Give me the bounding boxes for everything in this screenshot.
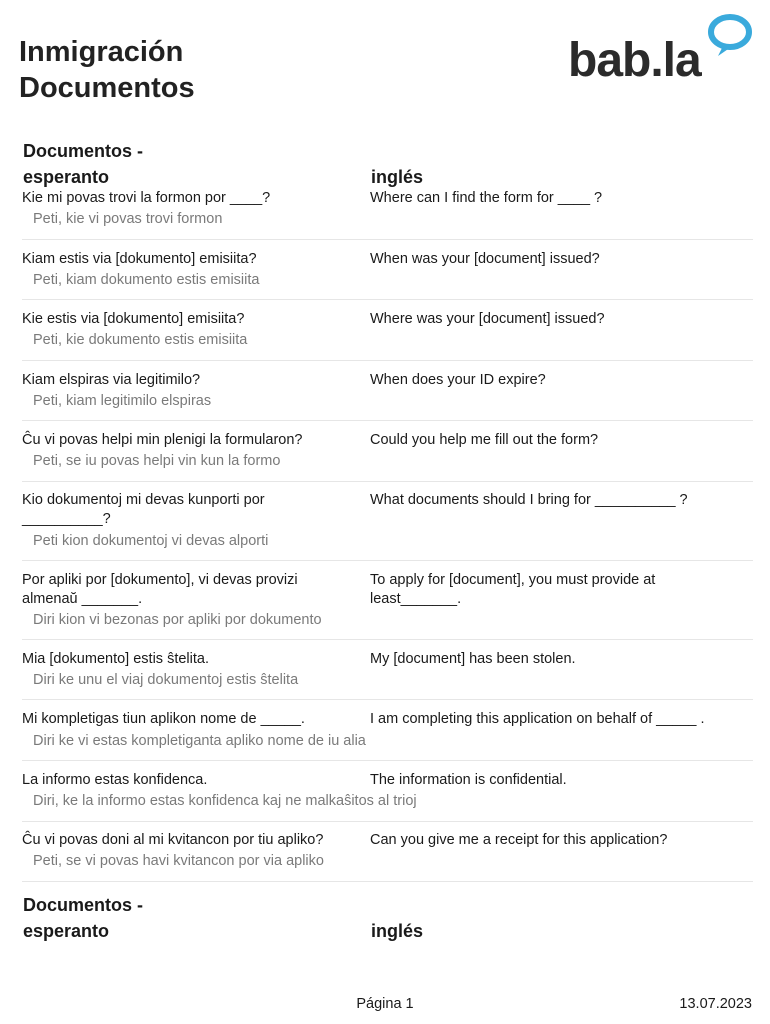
phrase-row [22, 371, 753, 421]
phrase-row [22, 650, 753, 700]
phrase-source: Kie mi povas trovi la formon por ____? [22, 190, 271, 206]
phrase-source: Kiam elspiras via legitimilo? [22, 372, 201, 388]
source-heading-line1: Documentos - [23, 895, 144, 915]
target-language-heading: inglés [371, 921, 424, 941]
phrase-hint: Diri kion vi bezonas por apliki por dokumento [33, 612, 322, 628]
section-header-repeat [23, 892, 753, 956]
phrase-target: Where can I find the form for ____ ? [370, 190, 603, 206]
phrase-source: La informo estas konfidenca. [22, 772, 208, 788]
footer-date: 13.07.2023 [679, 996, 752, 1012]
page-title-line1: Inmigración [19, 36, 184, 68]
phrase-row [22, 310, 753, 361]
phrase-hint: Peti, kie vi povas trovi formon [33, 211, 223, 227]
phrase-row [22, 571, 753, 640]
phrase-source: Kio dokumentoj mi devas kunporti por __________? [22, 492, 265, 527]
source-language-heading [23, 892, 223, 944]
phrase-source: Por apliki por [dokumento], vi devas provizi almenaŭ _______. [22, 572, 298, 607]
phrase-hint: Diri ke unu el viaj dokumentoj estis ŝtelita [33, 672, 299, 688]
phrase-hint: Peti, kie dokumento estis emisiita [33, 332, 248, 348]
phrase-target: When was your [document] issued? [370, 251, 600, 267]
phrase-target: Could you help me fill out the form? [370, 432, 599, 448]
phrase-row [22, 431, 753, 482]
page-title-line2: Documentos [19, 72, 195, 104]
phrase-row [22, 491, 753, 561]
page-title [19, 34, 195, 106]
phrase-row [22, 831, 753, 882]
target-language-heading: inglés [371, 167, 424, 187]
phrase-hint: Diri ke vi estas kompletiganta apliko nome de iu alia [33, 733, 366, 749]
source-heading-line2: esperanto [23, 167, 110, 187]
phrase-target: I am completing this application on behalf of _____ . [370, 711, 705, 727]
phrase-target: To apply for [document], you must provide at least_______. [370, 572, 656, 607]
phrase-target: My [document] has been stolen. [370, 651, 576, 667]
phrase-source: Kiam estis via [dokumento] emisiita? [22, 251, 257, 267]
phrase-hint: Peti kion dokumentoj vi devas alporti [33, 533, 269, 549]
phrase-source: Ĉu vi povas doni al mi kvitancon por tiu apliko? [22, 832, 324, 848]
source-heading-line1: Documentos - [23, 141, 144, 161]
phrase-source: Ĉu vi povas helpi min plenigi la formularon? [22, 432, 303, 448]
phrase-source: Kie estis via [dokumento] emisiita? [22, 311, 245, 327]
phrase-target: Can you give me a receipt for this application? [370, 832, 668, 848]
speech-bubble-icon [706, 14, 754, 60]
phrase-hint: Peti, se iu povas helpi vin kun la formo [33, 453, 281, 469]
logo-text: bab.la [568, 34, 701, 87]
phrase-hint: Diri, ke la informo estas konfidenca kaj ne malkaŝitos al trioj [33, 793, 417, 809]
phrase-row [22, 189, 753, 240]
phrase-source: Mia [dokumento] estis ŝtelita. [22, 651, 209, 667]
source-language-heading [23, 138, 223, 190]
phrase-hint: Peti, kiam dokumento estis emisiita [33, 272, 260, 288]
source-heading-line2: esperanto [23, 921, 110, 941]
phrase-source: Mi kompletigas tiun aplikon nome de _____. [22, 711, 305, 727]
phrase-target: When does your ID expire? [370, 372, 546, 388]
phrase-row [22, 710, 753, 761]
phrase-row [22, 250, 753, 300]
phrase-target: Where was your [document] issued? [370, 311, 605, 327]
phrase-target: The information is confidential. [370, 772, 567, 788]
phrase-hint: Peti, kiam legitimilo elspiras [33, 393, 212, 409]
page-number: Página 1 [356, 996, 414, 1012]
babla-logo [566, 14, 756, 87]
phrase-hint: Peti, se vi povas havi kvitancon por via apliko [33, 853, 324, 869]
phrase-target: What documents should I bring for __________ ? [370, 492, 688, 508]
phrase-row [22, 771, 753, 822]
